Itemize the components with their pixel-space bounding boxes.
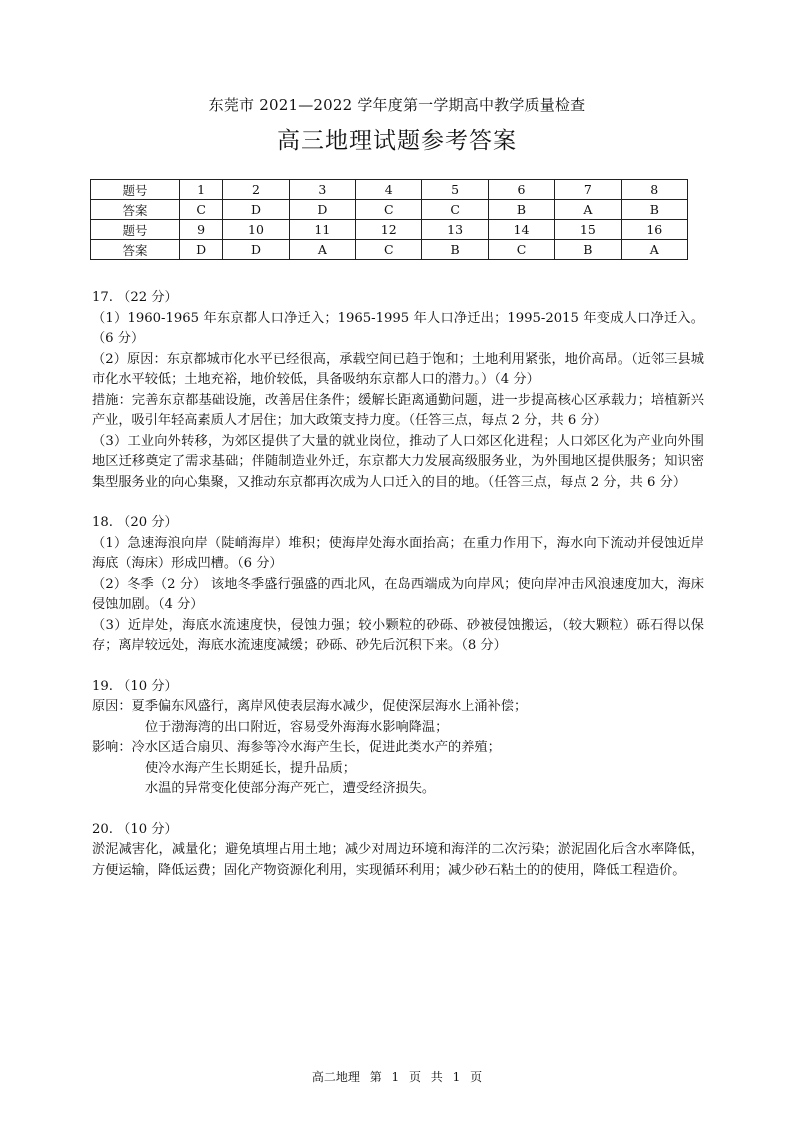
table-cell: 11 [289, 220, 355, 240]
row-label: 题号 [91, 220, 180, 240]
table-cell: C [422, 200, 488, 220]
table-cell: 1 [180, 180, 223, 200]
table-cell: 14 [488, 220, 554, 240]
table-cell: 2 [223, 180, 289, 200]
table-cell: 13 [422, 220, 488, 240]
table-cell: D [223, 200, 289, 220]
table-cell: 8 [621, 180, 687, 200]
table-row [91, 200, 688, 220]
table-cell: 3 [289, 180, 355, 200]
table-cell: B [621, 200, 687, 220]
table-cell: 5 [422, 180, 488, 200]
answer-paragraph: （3）工业向外转移，为郊区提供了大量的就业岗位，推动了人口郊区化进程；人口郊区化为产业向外围地区迁移奠定了需求基础；伴随制造业外迁，东京都大力发展高级服务业，为外围地区提供服务；知识密集型服务业的向心集聚，又推动东京都再次成为人口迁入的目的地。（任答三点，每点 2 分，共 6 分） [92, 433, 704, 490]
answer-paragraph: （3）近岸处，海底水流速度快，侵蚀力强；较小颗粒的砂砾、砂被侵蚀搬运，（较大颗粒）砾石得以保存；离岸较远处，海底水流速度减缓；砂砾、砂先后沉积下来。（8 分） [92, 617, 704, 653]
table-cell: B [555, 240, 621, 260]
answer-line: 原因：夏季偏东风盛行，离岸风使表层海水减少，促使深层海水上涌补偿； [92, 699, 528, 714]
question-20 [92, 820, 704, 882]
answer-line: 使冷水海产生长期延长，提升品质； [145, 760, 356, 776]
question-heading: 19. （10 分） [92, 678, 178, 694]
answer-line: 影响：冷水区适合扇贝、海参等冷水海产生长，促进此类水产的养殖； [92, 740, 501, 755]
table-cell: C [356, 200, 422, 220]
table-row [91, 180, 688, 200]
answer-body [92, 288, 704, 881]
answer-paragraph: 措施：完善东京都基础设施，改善居住条件；缓解长距离通勤问题，进一步提高核心区承载力；培植新兴产业，吸引年轻高素质人才居住；加大政策支持力度。（任答三点，每点 2 分，共 6 分） [92, 392, 704, 428]
answer-paragraph: （2）原因：东京都城市化水平已经很高，承载空间已趋于饱和；土地利用紧张，地价高昂。（近邻三县城市化水平较低；土地充裕，地价较低，具备吸纳东京都人口的潜力。）（4 分） [92, 351, 704, 387]
table-cell: 10 [223, 220, 289, 240]
table-cell: D [223, 240, 289, 260]
question-17 [92, 288, 704, 493]
table-cell: D [289, 200, 355, 220]
answer-paragraph: （1）急速海浪向岸（陡峭海岸）堆积；使海岸处海水面抬高；在重力作用下，海水向下流动并侵蚀近岸海底（海床）形成凹槽。（6 分） [92, 535, 704, 571]
table-cell: C [356, 240, 422, 260]
table-cell: 6 [488, 180, 554, 200]
table-row [91, 240, 688, 260]
table-cell: D [180, 240, 223, 260]
table-cell: 12 [356, 220, 422, 240]
question-19 [92, 677, 704, 800]
question-heading: 18. （20 分） [92, 515, 178, 530]
question-18 [92, 513, 704, 657]
page-footer: 高二地理 第 1 页 共 1 页 [311, 1070, 483, 1084]
question-heading: 17. （22 分） [92, 290, 178, 305]
table-cell: 9 [180, 220, 223, 240]
table-cell: A [289, 240, 355, 260]
row-label: 答案 [91, 200, 180, 220]
table-row [91, 220, 688, 240]
table-cell: 4 [356, 180, 422, 200]
question-heading: 20. （10 分） [92, 821, 178, 837]
table-cell: C [180, 200, 223, 220]
table-cell: 7 [555, 180, 621, 200]
answer-line: 位于渤海湾的出口附近，容易受外海海水影响降温； [145, 719, 449, 735]
answer-paragraph: （1）1960-1965 年东京都人口净迁入；1965-1995 年人口净迁出；1995-2015 年变成人口净迁入。（6 分） [92, 310, 704, 346]
answer-paragraph: 淤泥减害化，减量化；避免填埋占用土地；减少对周边环境和海洋的二次污染；淤泥固化后含水率降低，方便运输，降低运费；固化产物资源化利用，实现循环利用；减少砂石粘土的的使用，降低工程造价。 [92, 842, 704, 878]
row-label: 题号 [91, 180, 180, 200]
table-cell: B [422, 240, 488, 260]
answer-table [90, 179, 688, 260]
exam-title: 高三地理试题参考答案 [277, 128, 517, 154]
answer-line: 水温的异常变化使部分海产死亡，遭受经济损失。 [145, 781, 436, 796]
answer-paragraph: （2）冬季（2 分） 该地冬季盛行强盛的西北风，在岛西端成为向岸风；使向岸冲击风浪速度加大，海床侵蚀加剧。（4 分） [92, 576, 704, 612]
table-cell: B [488, 200, 554, 220]
table-cell: C [488, 240, 554, 260]
table-cell: 15 [555, 220, 621, 240]
exam-subtitle: 东莞市 2021—2022 学年度第一学期高中教学质量检查 [208, 96, 586, 114]
table-cell: 16 [621, 220, 687, 240]
row-label: 答案 [91, 240, 180, 260]
table-cell: A [621, 240, 687, 260]
table-cell: A [555, 200, 621, 220]
